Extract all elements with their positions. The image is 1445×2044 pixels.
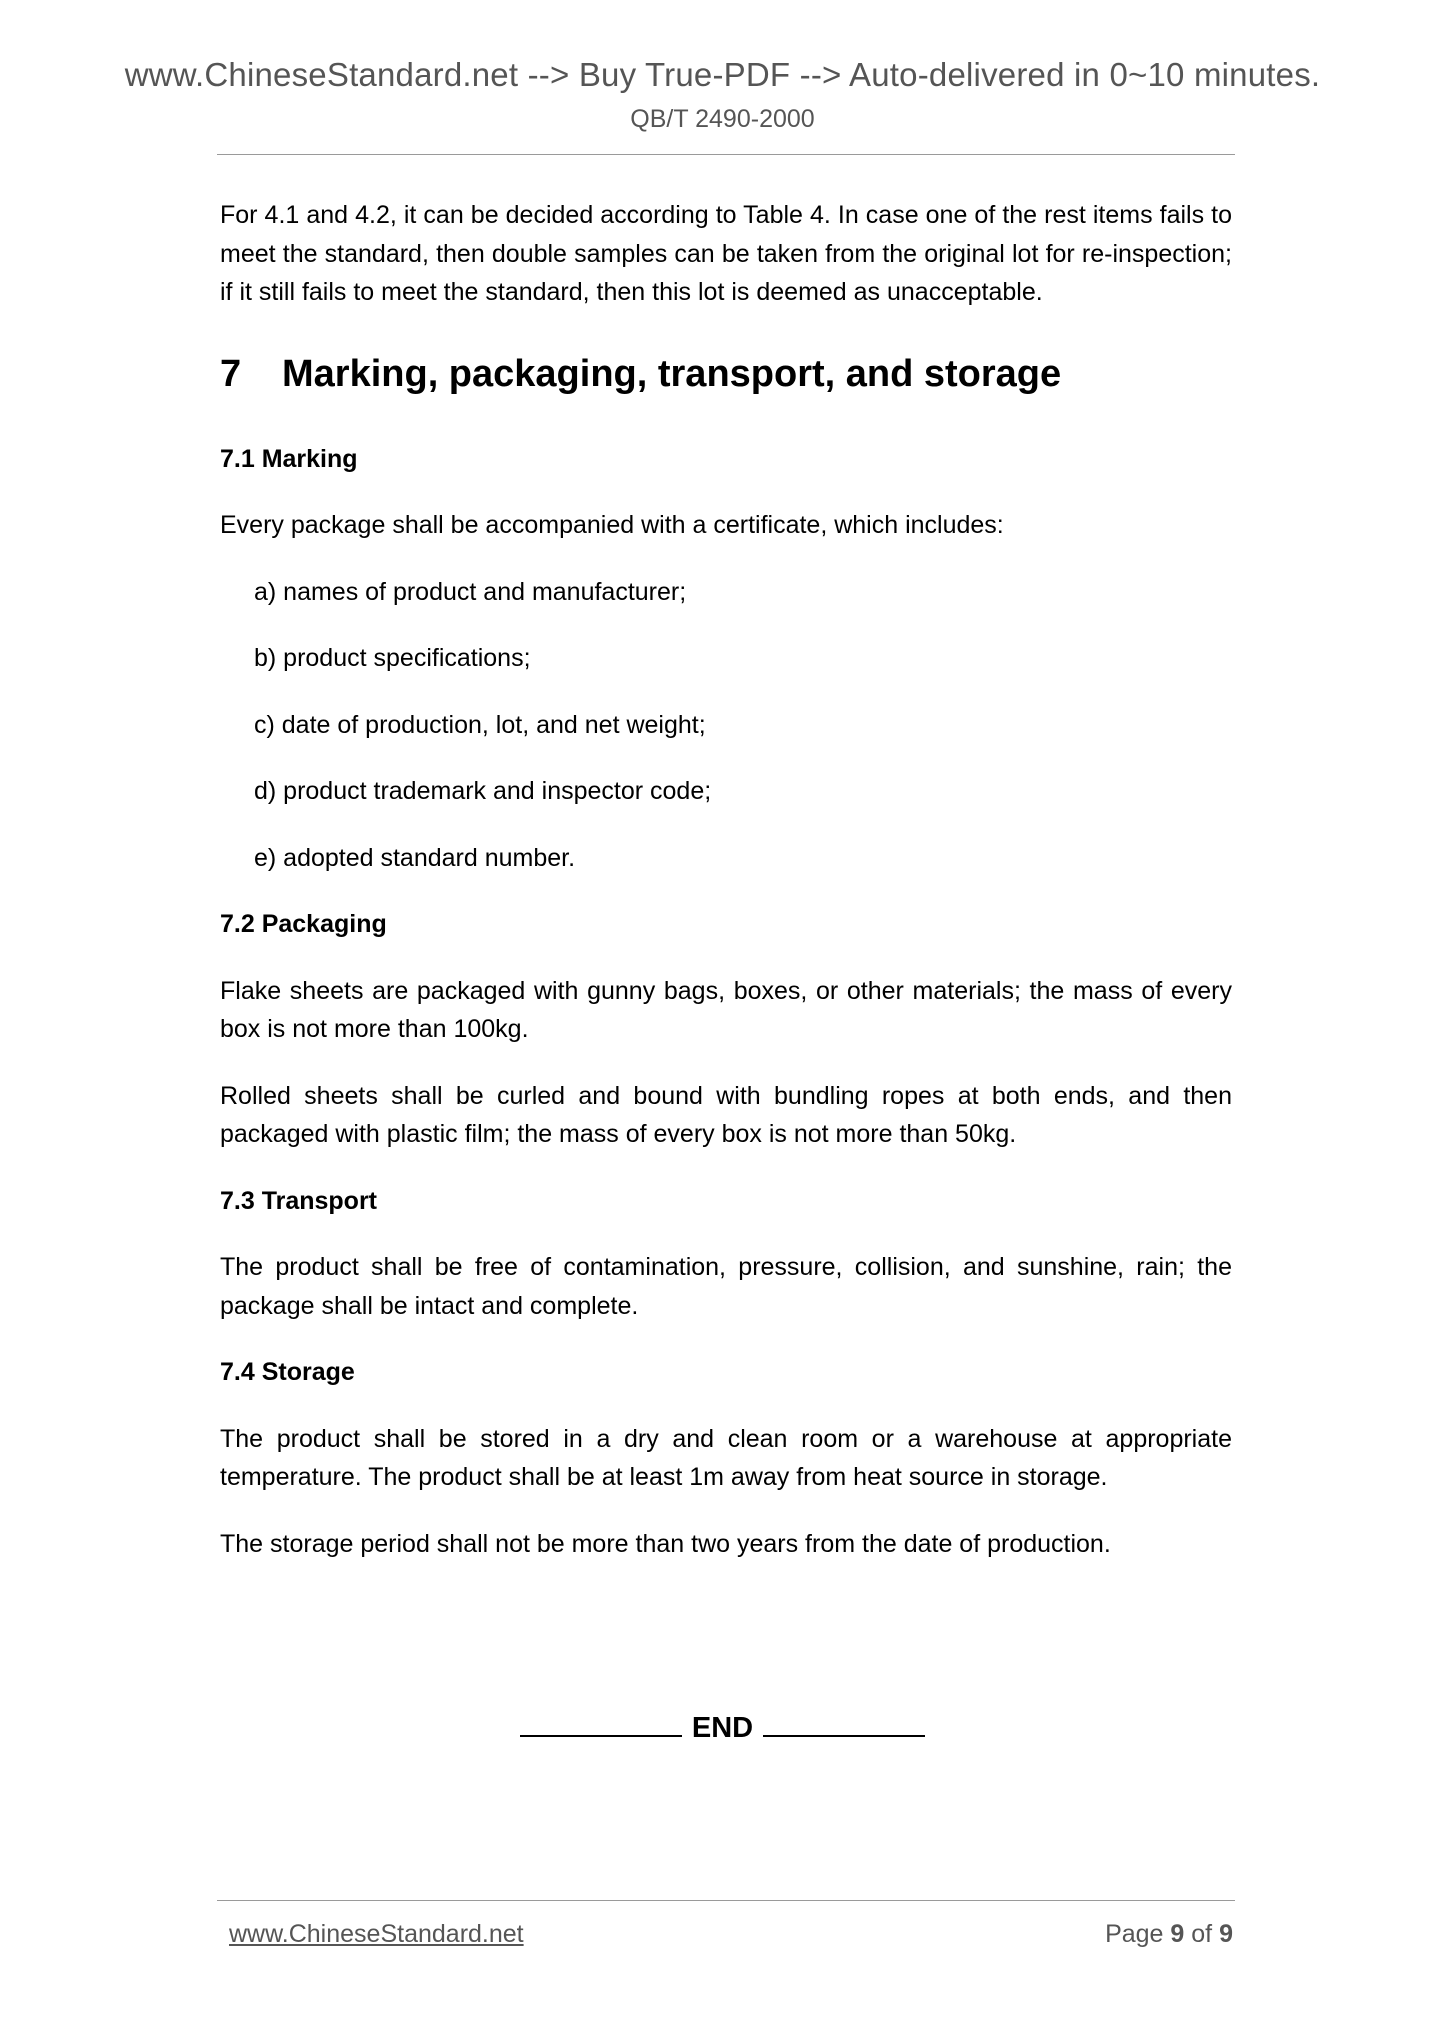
section-7-4-paragraph-1: The product shall be stored in a dry and clean room or a warehouse at appropriate temperature. The product shall be at least 1m away from heat source in storage.: [220, 1424, 1232, 1491]
section-7-4-heading: 7.4 Storage: [220, 1358, 355, 1386]
page-current: 9: [1170, 1920, 1185, 1948]
list-item: a) names of product and manufacturer;: [254, 577, 687, 606]
section-7-3-heading: 7.3 Transport: [220, 1186, 377, 1215]
section-7-title: Marking, packaging, transport, and storage: [282, 352, 1062, 395]
intro-paragraph: For 4.1 and 4.2, it can be decided according to Table 4. In case one of the rest items fails to meet the standard, then double samples can be taken from the original lot for re-inspection; if it still fails to meet the standard, then this lot is deemed as unacceptable.: [220, 201, 1232, 306]
certificate-contents-list: [220, 573, 1232, 878]
end-label: END: [691, 1712, 754, 1744]
section-7-2-heading: 7.2 Packaging: [220, 910, 387, 938]
page-of: of: [1191, 1920, 1213, 1948]
page-prefix: Page: [1105, 1920, 1164, 1948]
end-rule-left: [520, 1705, 682, 1737]
section-7-3-paragraph: The product shall be free of contamination, pressure, collision, and sunshine, rain; the package shall be intact and complete.: [220, 1253, 1232, 1320]
list-item: d) product trademark and inspector code;: [254, 777, 712, 805]
list-item: e) adopted standard number.: [254, 843, 576, 872]
page-indicator: [1105, 1920, 1233, 1949]
section-7-2-paragraph-1: Flake sheets are packaged with gunny bags, boxes, or other materials; the mass of every box is not more than 100kg.: [220, 976, 1232, 1043]
document-code: QB/T 2490-2000: [630, 105, 815, 133]
list-item: b) product specifications;: [254, 644, 531, 672]
document-body: [220, 196, 1232, 1591]
section-7-2-paragraph-2: Rolled sheets shall be curled and bound with bundling ropes at both ends, and then packaged with plastic film; the mass of every box is not more than 50kg.: [220, 1081, 1232, 1148]
header-banner: www.ChineseStandard.net --> Buy True-PDF --> Auto-delivered in 0~10 minutes.: [124, 56, 1321, 93]
section-7-1-heading: 7.1 Marking: [220, 444, 358, 473]
end-marker: [0, 1705, 1445, 1745]
section-7-number: 7: [220, 352, 242, 395]
footer-website-link[interactable]: www.ChineseStandard.net: [229, 1920, 524, 1948]
page-total: 9: [1219, 1920, 1233, 1948]
section-7-4-paragraph-2: The storage period shall not be more than two years from the date of production.: [220, 1529, 1111, 1558]
list-item: c) date of production, lot, and net weight;: [254, 710, 706, 739]
end-rule-right: [763, 1705, 925, 1737]
footer-divider: [217, 1900, 1235, 1901]
section-7-1-lead: Every package shall be accompanied with a certificate, which includes:: [220, 511, 1004, 539]
section-7-heading: [220, 350, 1232, 398]
header-divider: [217, 154, 1235, 155]
